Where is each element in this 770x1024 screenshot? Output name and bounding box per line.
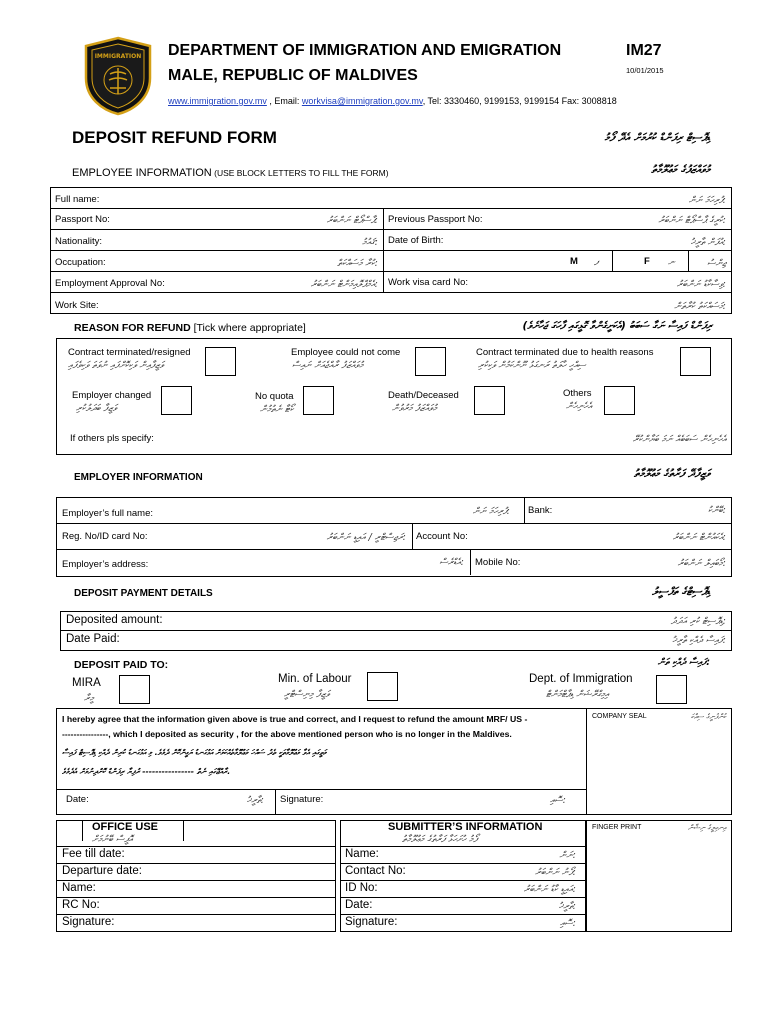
company-seal-label-dhivehi: ކުންފުނީގެ ސިއްކަ [690,712,726,721]
immigration-logo [80,36,156,116]
mobile-label: Mobile No: [475,557,521,568]
immigration-label: Dept. of Immigration [529,673,633,685]
finger-print-label: FINGER PRINT [592,824,642,831]
form-date: 10/01/2015 [626,66,664,75]
declaration-text-dhivehi: ރާއްޖޭގައި ނެތް ---------------- ރުފިޔާ ރިފަންޑް ކޮށްދިނުމަށް އެދެމެވެ. [62,767,231,776]
prev-passport-label-dhivehi: ކުރީގެ ޕާސްޕޯޓް ނަންބަރު: [658,215,726,226]
reason-checkbox-employer-changed[interactable] [161,386,192,415]
finger-print-box [586,820,732,932]
reason-option-dhivehi: އެހެނިހެން [566,401,592,412]
office-use-row-label: RC No: [62,899,100,911]
office-use-row-label: Signature: [62,916,115,928]
company-seal-label: COMPANY SEAL [592,713,647,720]
employment-approval-label-dhivehi: އެމްޕްލޮއިމަންޓް ނަންބަރު: [310,279,378,290]
submitter-row-label: Signature: [345,916,398,928]
reason-checkbox-could-not-come[interactable] [415,347,446,376]
account-no-label-dhivehi: އެކައުންޓް ނަންބަރު: [672,532,726,543]
dob-label: Date of Birth: [388,235,444,246]
work-visa-label: Work visa card No: [388,277,469,288]
bank-label-dhivehi: ބޭންކު: [707,505,726,516]
submitter-row-label: Date: [345,899,373,911]
full-name-label: Full name: [55,194,100,205]
declaration-signature-label: Signature: [280,794,324,805]
reason-option-label: Death/Deceased [388,390,459,401]
occupation-label-dhivehi: ކުރާ މަސައްކަތް: [337,258,378,269]
labour-label-dhivehi: ވަޒީފާ މިނިސްޓްރީ [284,689,330,700]
form-code: IM27 [626,42,662,59]
occupation-label: Occupation: [55,257,106,268]
account-no-label: Account No: [416,531,468,542]
declaration-date-label: Date: [66,794,89,805]
office-use-row-label: Departure date: [62,865,142,877]
submitter-row-dhivehi: ފޯނު ނަންބަރު: [535,867,576,878]
mira-label-dhivehi: މީރާ [84,693,94,704]
office-use-heading: OFFICE USE [92,821,159,833]
employee-info-heading: EMPLOYEE INFORMATION (USE BLOCK LETTERS TO FILL THE FORM) [72,167,389,179]
reason-checkbox-death[interactable] [474,386,505,415]
reason-heading-dhivehi: ރިފަންޑް ފައިސާ ނަގާ ސަބަބު (އެކަށީގެންވާ ގޮޅީގައި ފާހަގަ ޖަހާށެވެ) [522,320,712,332]
office-use-row-label: Fee till date: [62,848,125,860]
declaration-text: I hereby agree that the information given above is true and correct, and I request to refund the amount MRF/ US - [62,714,528,724]
form-title-dhivehi: ޑިޕޮސިޓް ރިފަންޑް ކުރުމަށް އެދޭ ފޯމު [604,131,710,144]
declaration-date-label-dhivehi: ތާރީޚު: [246,795,264,806]
passport-no-label: Passport No: [55,214,110,225]
reason-option-label: No quota [255,391,294,402]
passport-no-label-dhivehi: ޕާސްޕޯޓް ނަންބަރު: [326,215,378,226]
paid-to-immigration-checkbox[interactable] [656,675,687,704]
deposit-payment-heading: DEPOSIT PAYMENT DETAILS [74,588,213,599]
deposit-paid-to-label: DEPOSIT PAID TO: [74,659,169,671]
submitter-heading-dhivehi: ފޯމު ހުށަހަޅާ ފަރާތުގެ މަޢުލޫމާތު [402,834,478,845]
declaration-signature-label-dhivehi: ސޮއި: [549,795,566,806]
department-title: DEPARTMENT OF IMMIGRATION AND EMIGRATION [168,42,562,59]
submitter-row-label: ID No: [345,882,378,894]
work-visa-label-dhivehi: ވިސާކާޑު ނަންބަރު: [676,279,726,290]
submitter-heading: SUBMITTER’S INFORMATION [388,821,543,833]
immigration-label-dhivehi: އިމިގްރޭޝަން ޑިޕާޓްމަންޓް [546,689,609,700]
reason-option-label: Contract terminated/resigned [68,347,191,358]
nationality-label: Nationality: [55,236,102,247]
gender-male-label: M [570,256,578,267]
svg-text:IMMIGRATION: IMMIGRATION [94,53,142,60]
contact-numbers: , Tel: 3330460, 9199153, 9199154 Fax: 3008818 [422,96,617,106]
submitter-row-label: Contact No: [345,865,406,877]
reason-option-dhivehi: ވަޒީފާ ބަދަލުކުރި [76,403,117,414]
declaration-box [56,708,732,815]
submitter-row-label: Name: [345,848,379,860]
deposit-paid-to-label-dhivehi: ފައިސާ ދެއްކި ތަން: [657,657,710,668]
reason-checkbox-others[interactable] [604,386,635,415]
deposited-amount-label: Deposited amount: [66,614,163,626]
mobile-label-dhivehi: މޯބައިލް ނަންބަރު: [677,558,726,569]
website-link[interactable]: www.immigration.gov.mv [168,96,267,106]
reason-checkbox-health[interactable] [680,347,711,376]
employee-info-heading-dhivehi: މުވައްޒަފުގެ މަޢުލޫމާތު [651,163,710,176]
reason-option-label: Contract terminated due to health reasons [476,347,654,358]
employer-name-label: Employer’s full name: [62,508,153,519]
employer-name-label-dhivehi: ފުރިހަމަ ނަން: [472,506,510,517]
employer-info-heading-dhivehi: ވަޒީފާދޭ ފަރާތުގެ މަޢުލޫމާތު [633,467,710,480]
reason-option-dhivehi: މުވައްޒަފު މަރުވުން [392,403,437,414]
full-name-label-dhivehi: ފުރިހަމަ ނަން: [688,195,726,206]
mira-label: MIRA [72,677,101,689]
gender-female-label: F [644,256,650,267]
finger-print-label-dhivehi: އިނގިލީގެ ނިޝާން [687,823,726,832]
gender-male-dhivehi: ފ [594,257,599,268]
gender-label-dhivehi: ޖިންސު [707,258,726,269]
reason-option-label: Employee could not come [291,347,401,358]
reason-option-label: Employer changed [72,390,152,401]
employer-address-label: Employer’s address: [62,559,149,570]
reg-no-label-dhivehi: ރަޖިސްޓްރީ / އައިޑީ ނަންބަރު: [326,532,406,543]
reason-heading: REASON FOR REFUND [Tick where appropriate] [74,322,306,334]
reason-option-dhivehi: ކޯޓާ ނެތުމުން [260,404,294,415]
office-use-heading-dhivehi: އޮފީސް ބޭނުމަށް [92,834,133,845]
reason-option-dhivehi: ސިއްހީ ހާލަތު ރަނގަޅު ނޫންކަމުން ވަކިކުރި [478,360,586,371]
paid-to-mira-checkbox[interactable] [119,675,150,704]
others-specify-label: If others pls specify: [70,433,154,444]
employer-info-heading: EMPLOYER INFORMATION [74,472,203,483]
reg-no-label: Reg. No/ID card No: [62,531,148,542]
reason-option-label: Others [563,388,592,399]
work-site-label-dhivehi: މަސައްކަތު ކުރާތަން: [674,301,726,312]
deposited-amount-label-dhivehi: ޑިޕޮސިޓް ކުރި އަދަދު: [670,616,726,627]
paid-to-labour-checkbox[interactable] [367,672,398,701]
contact-line [168,96,617,106]
dob-label-dhivehi: އުފަން ތާރީޚު: [690,237,726,248]
labour-label: Min. of Labour [278,673,352,685]
date-paid-label: Date Paid: [66,633,120,645]
reason-checkbox-contract-terminated[interactable] [205,347,236,376]
employer-address-label-dhivehi: އެޑްރެސް: [439,557,464,568]
reason-checkbox-no-quota[interactable] [303,386,334,415]
email-label: , Email: [266,96,302,106]
department-location: MALE, REPUBLIC OF MALDIVES [168,67,418,84]
declaration-text: ----------------, which I deposited as security , for the above mentioned person who is no longer in the Maldives. [62,729,512,739]
prev-passport-label: Previous Passport No: [388,214,483,225]
reason-option-dhivehi: ވަޒީފާއިން ވަކިކޮށްފައި ނުވަތަ ވަކިވެފައި [68,360,164,371]
reason-option-dhivehi: މުވައްޒަފު ރާއްޖެއަށް ނައިސް [292,360,364,371]
employment-approval-label: Employment Approval No: [55,278,165,289]
form-title: DEPOSIT REFUND FORM [72,128,277,147]
submitter-row-dhivehi: ތާރީޚު: [558,901,576,912]
email-link[interactable]: workvisa@immigration.gov.mv [301,96,423,106]
declaration-text-dhivehi: މަތީގައި އެވާ މަޢުލޫމާތަކީ ތެދު ސައްހަ މަޢުލޫމާތެއްކަމަށް އަޅުގަނޑު ޔަގީންކޮށް ދެމެވެ. މި އަޅުގަނޑު ކުރިން ދެއްކި ޑިޕޮސިޓް ފައިސާ [62,748,327,757]
gender-female-dhivehi: ނ [668,257,675,268]
submitter-row-dhivehi: ސޮއި: [559,918,576,929]
work-site-label: Work Site: [55,300,99,311]
submitter-row-dhivehi: އައިޑީ ކާޑު ނަންބަރު: [523,884,576,895]
others-specify-label-dhivehi: އެހެނިހެން ސަބަބެއް ނަމަ ބަޔާންކުރޭ [632,434,726,445]
nationality-label-dhivehi: ޤައުމު: [362,237,378,248]
date-paid-label-dhivehi: ފައިސާ ދެއްކި ތާރީޚު: [672,635,726,646]
bank-label: Bank: [528,505,553,516]
office-use-row-label: Name: [62,882,96,894]
deposit-payment-heading-dhivehi: ޑިޕޮސިޓްގެ ތަފްސީލު [651,585,710,598]
submitter-row-dhivehi: ނަން: [559,850,576,861]
